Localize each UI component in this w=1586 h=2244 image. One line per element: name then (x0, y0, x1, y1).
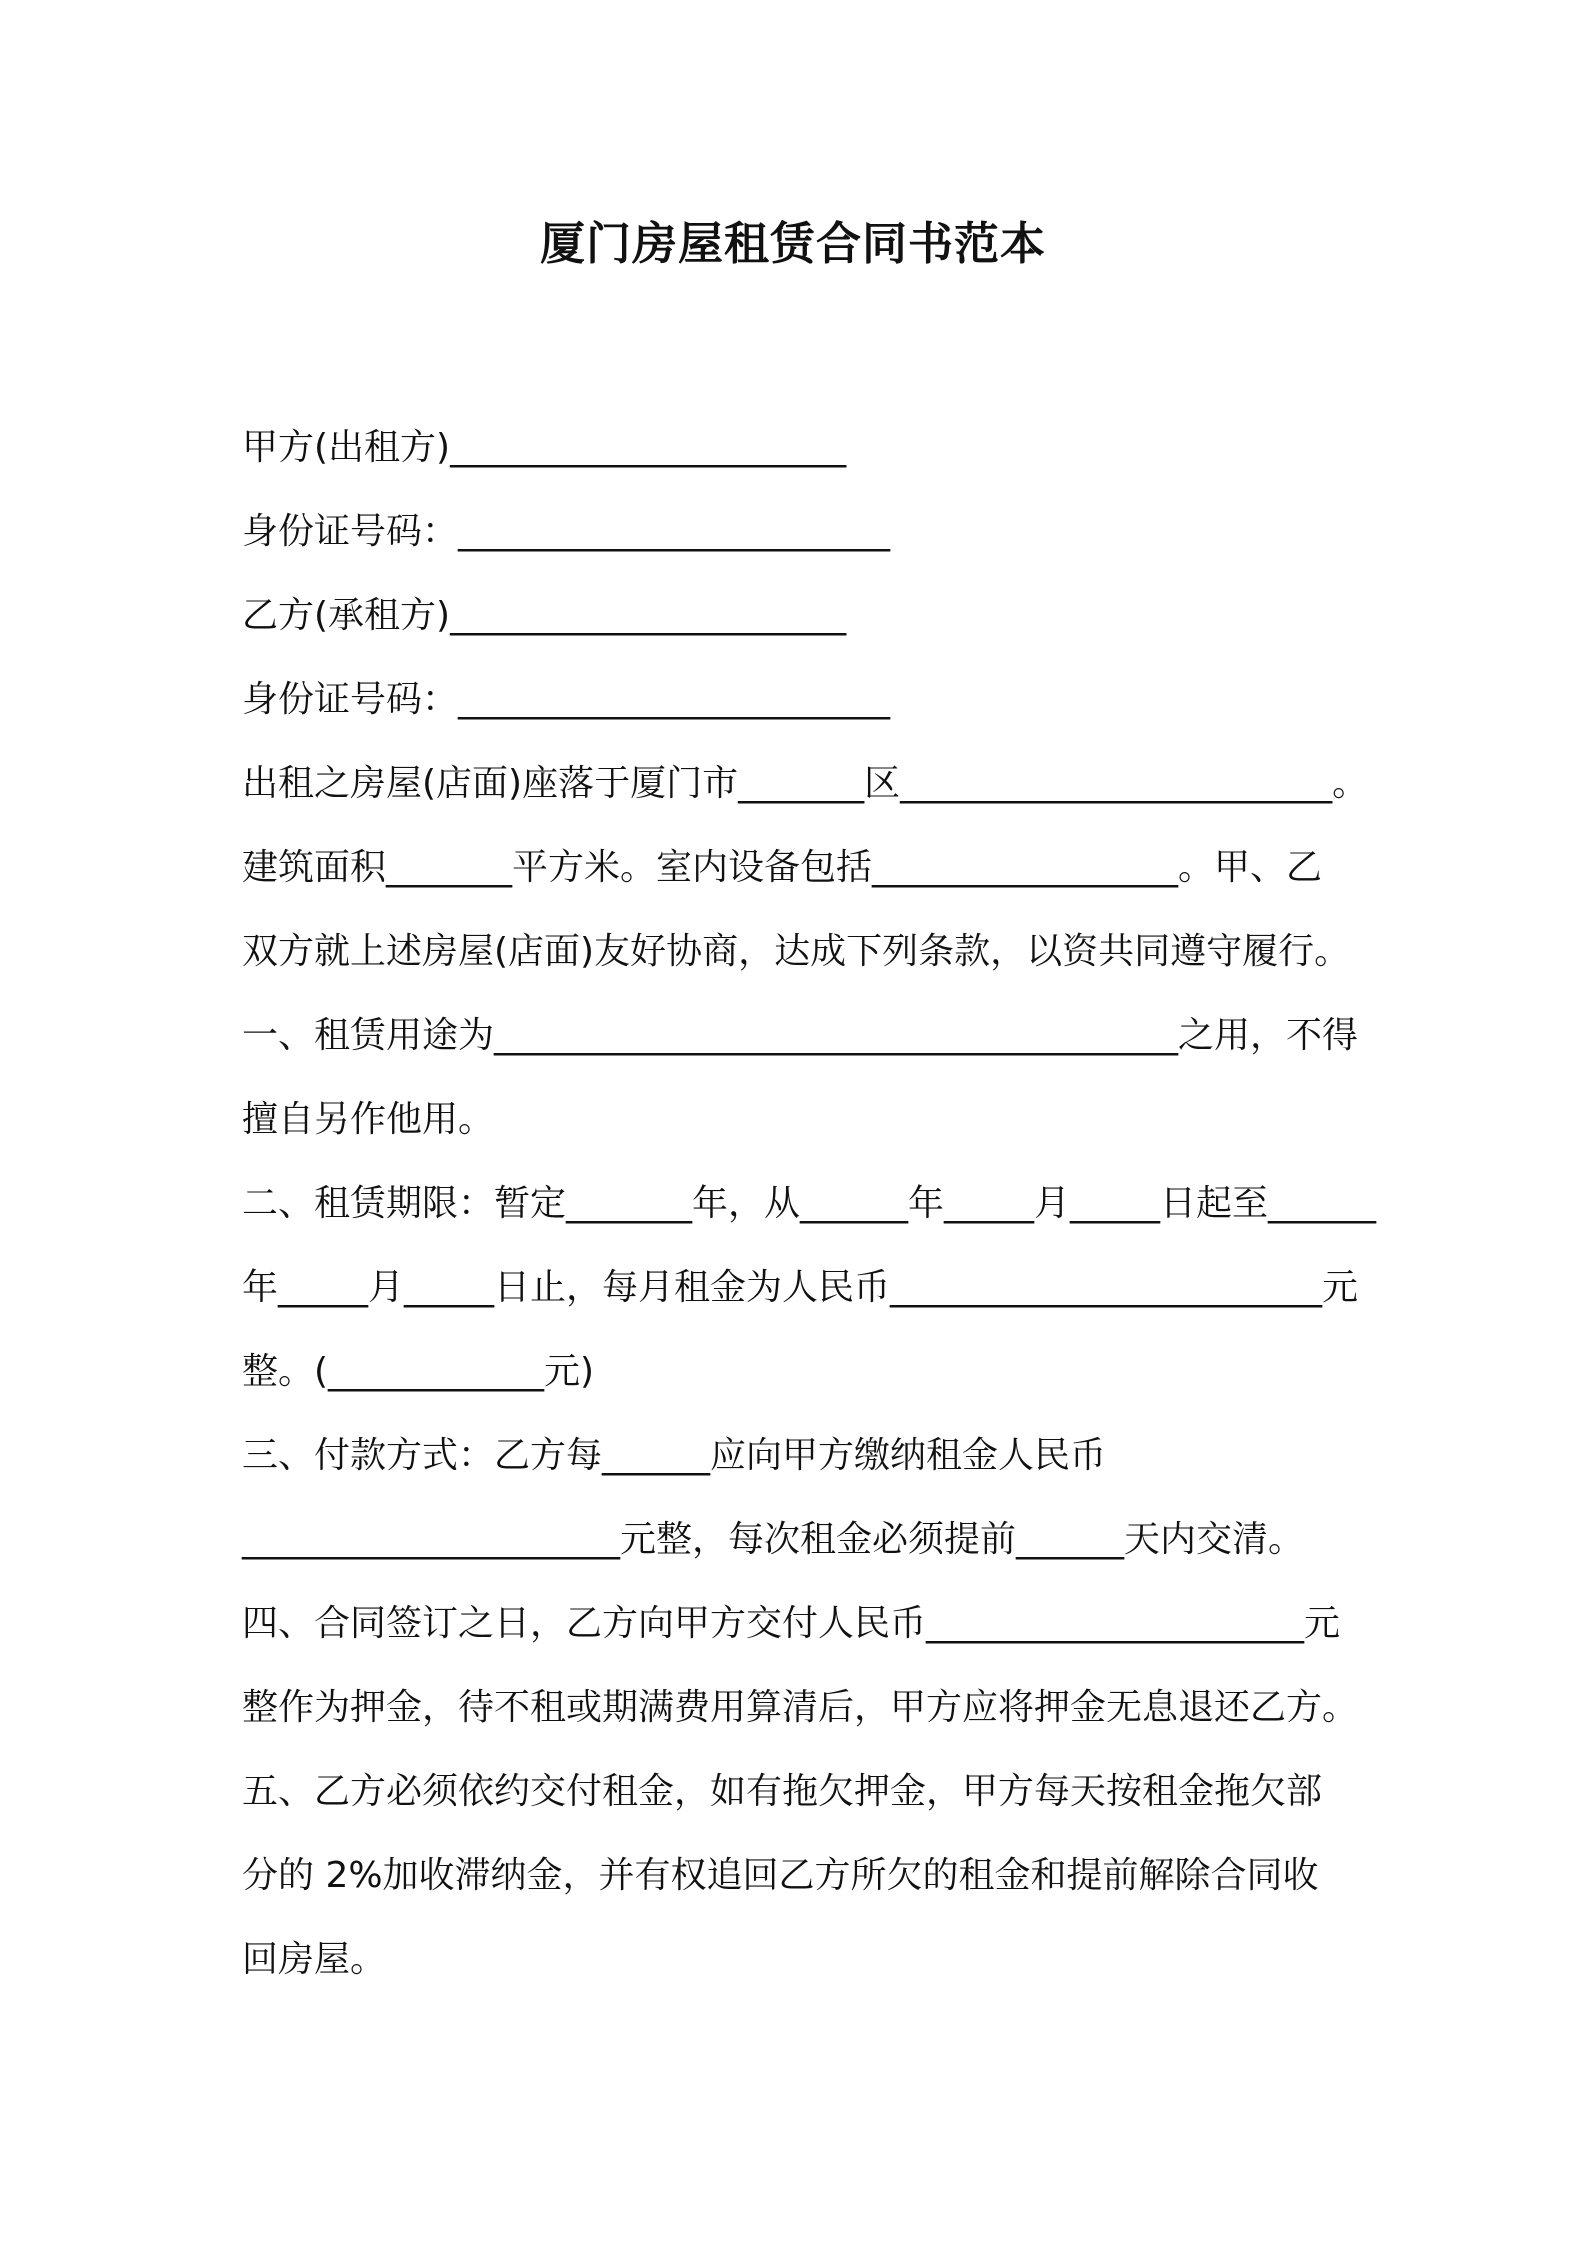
document-body (242, 406, 1377, 2002)
text-line: 一、租赁用途为______________________________________之用，不得 (242, 1015, 1359, 1056)
text-line: _____________________元整，每次租金必须提前______天内交清。 (242, 1519, 1305, 1560)
text-line: 回房屋。 (242, 1939, 387, 1980)
text-line: 擅自另作他用。 (242, 1099, 495, 1140)
text-line: 身份证号码：________________________ (242, 679, 891, 720)
text-line: 整。(____________元) (242, 1351, 595, 1392)
text-line: 身份证号码：________________________ (242, 511, 891, 552)
text-line: 甲方(出租方)______________________ (242, 427, 847, 468)
document-title: 厦门房屋租赁合同书范本 (539, 217, 1046, 270)
text-line: 四、合同签订之日，乙方向甲方交付人民币_____________________元 (242, 1603, 1341, 1644)
text-line: 建筑面积_______平方米。室内设备包括_________________。甲、乙 (242, 847, 1323, 888)
text-line: 五、乙方必须依约交付租金，如有拖欠押金，甲方每天按租金拖欠部 (242, 1771, 1323, 1812)
text-line: 三、付款方式：乙方每______应向甲方缴纳租金人民币 (242, 1435, 1107, 1476)
text-line: 出租之房屋(店面)座落于厦门市_______区________________________。 (242, 763, 1369, 804)
text-line: 年_____月_____日止，每月租金为人民币________________________元 (242, 1267, 1359, 1308)
text-line: 整作为押金，待不租或期满费用算清后，甲方应将押金无息退还乙方。 (242, 1687, 1359, 1728)
text-line: 乙方(承租方)______________________ (242, 595, 847, 636)
text-line: 二、租赁期限：暂定_______年，从______年_____月_____日起至______ (242, 1183, 1377, 1224)
text-line: 双方就上述房屋(店面)友好协商，达成下列条款，以资共同遵守履行。 (242, 931, 1351, 972)
text-line: 分的 2%加收滞纳金，并有权追回乙方所欠的租金和提前解除合同收 (242, 1855, 1319, 1896)
